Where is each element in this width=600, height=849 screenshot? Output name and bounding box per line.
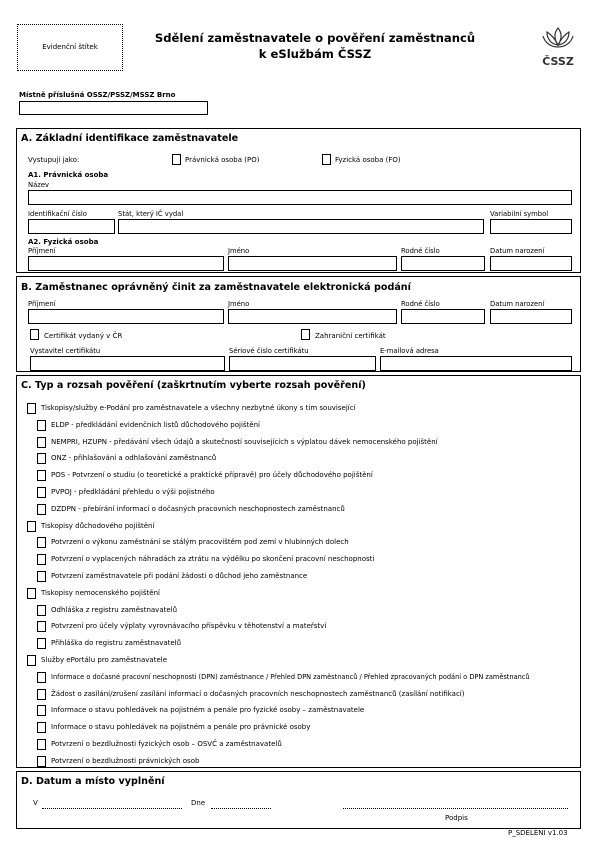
stamp-box	[17, 24, 123, 71]
a-birthdate-label: Datum narození	[490, 247, 545, 255]
item-checkbox[interactable]	[37, 453, 46, 464]
item-checkbox[interactable]	[37, 571, 46, 582]
ic-label: Identifikační číslo	[28, 210, 87, 218]
a-birthno-field[interactable]	[401, 256, 485, 271]
item-checkbox[interactable]	[37, 621, 46, 632]
a-birthdate-field[interactable]	[490, 256, 572, 271]
cssz-logo	[538, 24, 578, 70]
item-checkbox[interactable]	[37, 722, 46, 733]
group-row[interactable]	[27, 519, 577, 536]
po-label: Právnická osoba (PO)	[185, 156, 260, 164]
item-row[interactable]	[27, 619, 577, 636]
a-surname-label: Příjmení	[28, 247, 56, 255]
item-label: Potvrzení pro účely výplaty vyrovnávacího příspěvku v těhotenství a mateřství	[51, 622, 327, 631]
item-checkbox[interactable]	[37, 605, 46, 616]
group-row[interactable]	[27, 653, 577, 670]
item-row[interactable]	[27, 552, 577, 569]
issuer-label: Vystavitel certifikátu	[30, 347, 101, 355]
item-row[interactable]	[27, 451, 577, 468]
cert-foreign-checkbox[interactable]	[301, 329, 310, 340]
section-b-title: B. Zaměstnanec oprávněný činit za zaměstnavatele elektronická podání	[21, 282, 411, 293]
group-checkbox[interactable]	[27, 521, 36, 532]
state-field[interactable]	[118, 219, 484, 234]
form-code: P_SDELENI v1.03	[508, 829, 568, 837]
item-row[interactable]	[27, 502, 577, 519]
item-row[interactable]	[27, 703, 577, 720]
email-field[interactable]	[380, 356, 572, 371]
place-field[interactable]	[42, 801, 182, 809]
office-label: Místně příslušná OSSZ/PSSZ/MSSZ Brno	[19, 91, 176, 99]
date-label: Dne	[191, 799, 206, 807]
email-label: E-mailová adresa	[380, 347, 439, 355]
signature-label: Podpis	[445, 814, 468, 822]
item-checkbox[interactable]	[37, 554, 46, 565]
b-surname-label: Příjmení	[28, 300, 56, 308]
logo-text: ČSSZ	[542, 55, 574, 68]
item-label: Potvrzení zaměstnavatele při podání žádosti o důchod jeho zaměstnance	[51, 571, 308, 580]
item-checkbox[interactable]	[37, 705, 46, 716]
vs-field[interactable]	[490, 219, 572, 234]
cert-cz-checkbox[interactable]	[30, 329, 39, 340]
item-label: Odhláška z registru zaměstnavatelů	[51, 605, 178, 614]
page-title: Sdělení zaměstnavatele o pověření zaměstnanců k eSlužbám ČSSZ	[154, 31, 476, 61]
item-row[interactable]	[27, 485, 577, 502]
item-label: ONZ - přihlašování a odhlašování zaměstnanců	[51, 454, 217, 463]
item-row[interactable]	[27, 418, 577, 435]
cert-cz-label: Certifikát vydaný v ČR	[44, 332, 123, 340]
item-row[interactable]	[27, 435, 577, 452]
a-firstname-label: Jméno	[228, 247, 250, 255]
b-firstname-field[interactable]	[228, 309, 397, 324]
item-checkbox[interactable]	[37, 487, 46, 498]
item-label: PVPOJ - předkládání přehledu o výši pojistného	[51, 487, 215, 496]
name-field[interactable]	[28, 190, 572, 205]
item-label: POS - Potvrzení o studiu (o teoretické a praktické přípravě) pro účely důchodového pojištění	[51, 471, 373, 480]
group-label: Služby ePortálu pro zaměstnavatele	[41, 655, 168, 664]
item-label: Žádost o zasílání/zrušení zasílání informací o dočasných pracovních neschopnostech zaměstnanců (zasílání notifikací)	[51, 689, 465, 698]
item-checkbox[interactable]	[37, 689, 46, 700]
item-checkbox[interactable]	[37, 470, 46, 481]
item-row[interactable]	[27, 737, 577, 754]
signature-field[interactable]	[343, 801, 568, 809]
section-a-title: A. Základní identifikace zaměstnavatele	[21, 133, 239, 144]
serial-field[interactable]	[229, 356, 376, 371]
office-field[interactable]	[19, 101, 208, 115]
section-d-title: D. Datum a místo vyplnění	[21, 776, 165, 787]
item-checkbox[interactable]	[37, 420, 46, 431]
item-checkbox[interactable]	[37, 756, 46, 767]
item-row[interactable]	[27, 636, 577, 653]
date-field[interactable]	[211, 801, 271, 809]
item-checkbox[interactable]	[37, 739, 46, 750]
authorization-list	[27, 401, 577, 771]
fo-label: Fyzická osoba (FO)	[335, 156, 401, 164]
place-label: V	[33, 799, 38, 807]
vs-label: Variabilní symbol	[490, 210, 549, 218]
b-birthno-label: Rodné číslo	[401, 300, 440, 308]
act-as-label: Vystupuji jako:	[28, 156, 80, 164]
a-surname-field[interactable]	[28, 256, 224, 271]
a-firstname-field[interactable]	[228, 256, 397, 271]
group-label: Tiskopisy/služby e-Podání pro zaměstnavatele a všechny nezbytné úkony s tím související	[41, 404, 356, 412]
item-row[interactable]	[27, 569, 577, 586]
item-label: ELDP - předkládání evidenčních listů důchodového pojištění	[51, 420, 260, 429]
item-label: NEMPRI, HZUPN - předávání všech údajů a skutečností souvisejících s výplatou dávek nemocenského pojištění	[51, 437, 438, 446]
b-birthdate-field[interactable]	[490, 309, 572, 324]
item-row[interactable]	[27, 670, 577, 687]
item-row[interactable]	[27, 535, 577, 552]
item-label: Přihláška do registru zaměstnavatelů	[51, 639, 182, 648]
group-checkbox[interactable]	[27, 403, 36, 414]
group-label: Tiskopisy důchodového pojištění	[41, 521, 155, 530]
item-checkbox[interactable]	[37, 638, 46, 649]
group-checkbox[interactable]	[27, 588, 36, 599]
fo-checkbox[interactable]	[322, 154, 331, 165]
a1-title: A1. Právnická osoba	[28, 171, 109, 179]
group-row[interactable]	[27, 586, 577, 603]
section-c-title: C. Typ a rozsah pověření (zaškrtnutím vyberte rozsah pověření)	[21, 380, 366, 391]
cert-foreign-label: Zahraniční certifikát	[315, 332, 386, 340]
group-checkbox[interactable]	[27, 655, 36, 666]
item-label: Potvrzení o bezdlužnosti právnických osob	[51, 756, 200, 765]
item-label: Potvrzení o bezdlužnosti fyzických osob – OSVČ a zaměstnavatelů	[51, 739, 282, 748]
b-firstname-label: Jméno	[228, 300, 250, 308]
item-row[interactable]	[27, 687, 577, 704]
item-label: Potvrzení o výkonu zaměstnání se stálým pracovištěm pod zemí v hlubinných dolech	[51, 538, 349, 547]
item-row[interactable]	[27, 720, 577, 737]
item-checkbox[interactable]	[37, 504, 46, 515]
b-birthdate-label: Datum narození	[490, 300, 545, 308]
item-label: Informace o stavu pohledávek na pojistném a penále pro fyzické osoby – zaměstnavatele	[51, 706, 365, 715]
b-surname-field[interactable]	[28, 309, 224, 324]
b-birthno-field[interactable]	[401, 309, 485, 324]
item-checkbox[interactable]	[37, 672, 46, 683]
group-label: Tiskopisy nemocenského pojištění	[41, 588, 160, 597]
item-row[interactable]	[27, 754, 577, 771]
item-label: DZDPN - přebírání informací o dočasných pracovních neschopnostech zaměstnanců	[51, 504, 345, 513]
tulip-icon	[538, 24, 578, 50]
stamp-label: Evidenční štítek	[42, 43, 98, 51]
serial-label: Sériové číslo certifikátu	[229, 347, 309, 355]
item-label: Informace o dočasné pracovní neschopnosti (DPN) zaměstnance / Přehled DPN zaměstnanců / Přehled zpracovaných podání o DPN zaměstnanců	[51, 672, 530, 681]
a2-title: A2. Fyzická osoba	[28, 238, 99, 246]
item-label: Informace o stavu pohledávek na pojistném a penále pro právnické osoby	[51, 723, 311, 732]
a-birthno-label: Rodné číslo	[401, 247, 440, 255]
group-row[interactable]	[27, 401, 577, 418]
po-checkbox[interactable]	[172, 154, 181, 165]
issuer-field[interactable]	[30, 356, 225, 371]
item-row[interactable]	[27, 468, 577, 485]
item-label: Potvrzení o vyplacených náhradách za ztrátu na výdělku po skončení pracovní neschopnosti	[51, 555, 375, 564]
item-row[interactable]	[27, 603, 577, 620]
name-label: Název	[28, 181, 50, 189]
item-checkbox[interactable]	[37, 437, 46, 448]
state-label: Stát, který IČ vydal	[118, 210, 184, 218]
item-checkbox[interactable]	[37, 537, 46, 548]
ic-field[interactable]	[28, 219, 115, 234]
